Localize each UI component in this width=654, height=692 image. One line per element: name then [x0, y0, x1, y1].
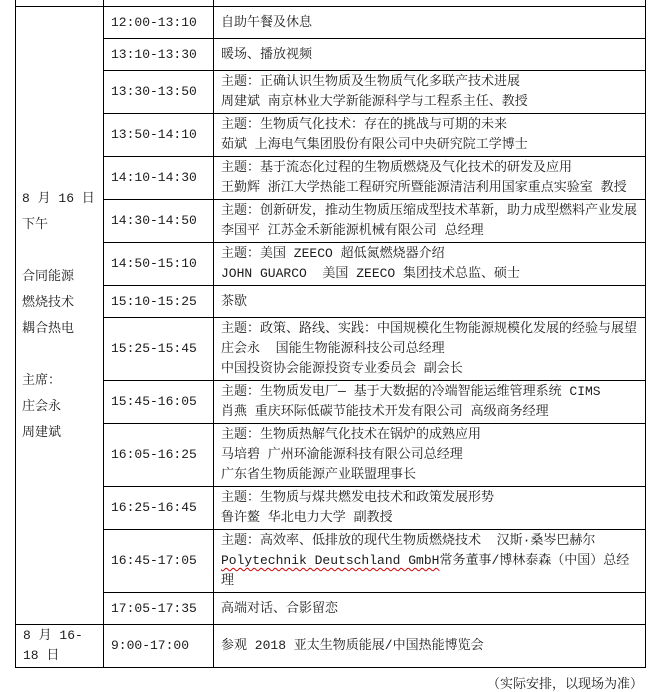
content-line: 广东省生物质能源产业联盟理事长 — [221, 467, 417, 482]
content-line: 主题：正确认识生物质及生物质气化多联产技术进展 — [221, 74, 521, 89]
content-line: 周建斌 南京林业大学新能源科学与工程系主任、教授 — [221, 94, 528, 109]
content-line: 参观 2018 亚太生物质能展/中国热能博览会 — [221, 638, 484, 653]
session-content-cell — [214, 625, 646, 668]
time-cell: 14:10-14:30 — [104, 157, 214, 200]
session-info-line: 下午 — [22, 216, 49, 232]
content-line: 王勤辉 浙江大学热能工程研究所暨能源清洁利用国家重点实验室 教授 — [221, 180, 627, 195]
session-content-cell — [214, 318, 646, 381]
time-cell: 13:10-13:30 — [104, 39, 214, 71]
session-info-line: 合同能源 — [22, 268, 75, 284]
time-cell: 9:00-17:00 — [104, 625, 214, 668]
session-content-cell — [214, 243, 646, 286]
content-line: 庄会永 国能生物能源科技公司总经理 — [221, 341, 445, 356]
session-info-line: 燃烧技术 — [22, 294, 75, 310]
session-content-cell — [214, 424, 646, 487]
schedule-row — [16, 381, 646, 424]
date-cell: 8 月 16-18 日 — [16, 625, 104, 668]
content-line: 鲁许鳌 华北电力大学 副教授 — [221, 510, 393, 525]
schedule-row — [16, 157, 646, 200]
session-info-group — [22, 186, 97, 238]
time-cell: 13:50-14:10 — [104, 114, 214, 157]
session-info-cell — [16, 7, 104, 625]
time-cell: 17:05-17:35 — [104, 593, 214, 625]
session-info-line: 8 月 16 日 — [22, 190, 95, 206]
content-line: 茹斌 上海电气集团股份有限公司中央研究院工学博士 — [221, 137, 528, 152]
time-cell: 16:25-16:45 — [104, 487, 214, 530]
session-content-cell — [214, 7, 646, 39]
content-line: 李国平 江苏金禾新能源机械有限公司 总经理 — [221, 223, 484, 238]
session-info-group — [22, 368, 97, 446]
content-line: 主题：基于流态化过程的生物质燃烧及气化技术的研发及应用 — [221, 160, 573, 175]
session-content-cell — [214, 114, 646, 157]
session-content-cell — [214, 487, 646, 530]
session-content-cell — [214, 593, 646, 625]
content-line: 主题：生物质气化技术：存在的挑战与可期的未来 — [221, 117, 508, 132]
schedule-table — [15, 0, 646, 668]
footer-note: （实际安排，以现场为准） — [486, 677, 643, 692]
schedule-row — [16, 114, 646, 157]
session-content-cell — [214, 381, 646, 424]
content-line-text: 常务董事/博林泰森（中国）总经理 — [221, 553, 630, 588]
schedule-row — [16, 71, 646, 114]
time-cell: 12:00-13:10 — [104, 7, 214, 39]
schedule-row — [16, 7, 646, 39]
session-info-line: 周建斌 — [22, 424, 62, 440]
schedule-row — [16, 318, 646, 381]
schedule-row — [16, 200, 646, 243]
content-line: 马培碧 广州环渝能源科技有限公司总经理 — [221, 447, 463, 462]
session-content-cell — [214, 39, 646, 71]
session-content-cell — [214, 286, 646, 318]
content-line: 主题：政策、路线、实践：中国规模化生物能源规模化发展的经验与展望 — [221, 321, 638, 336]
schedule-row — [16, 593, 646, 625]
time-cell: 13:30-13:50 — [104, 71, 214, 114]
content-line: 主题：生物质发电厂— 基于大数据的冷端智能运维管理系统 CIMS — [221, 384, 601, 399]
session-content-cell — [214, 71, 646, 114]
content-line: 肖燕 重庆环际低碳节能技术开发有限公司 高级商务经理 — [221, 404, 549, 419]
content-line: JOHN GUARCO 美国 ZEECO 集团技术总监、硕士 — [221, 266, 521, 281]
session-content-cell — [214, 200, 646, 243]
content-line: 主题：美国 ZEECO 超低氮燃烧器介绍 — [221, 246, 445, 261]
time-cell: 15:45-16:05 — [104, 381, 214, 424]
schedule-row — [16, 243, 646, 286]
content-line: 茶歇 — [221, 293, 248, 309]
schedule-row — [16, 530, 646, 593]
time-cell: 14:50-15:10 — [104, 243, 214, 286]
misspelled-text: Polytechnik Deutschland GmbH — [221, 553, 440, 568]
content-line: 中国投资协会能源投资专业委员会 副会长 — [221, 361, 463, 376]
content-line: 暖场、播放视频 — [221, 46, 313, 62]
content-line: 主题：生物质与煤共燃发电技术和政策发展形势 — [221, 490, 495, 505]
session-content-cell — [214, 530, 646, 593]
visit-row — [16, 625, 646, 668]
schedule-row — [16, 424, 646, 487]
time-cell: 16:05-16:25 — [104, 424, 214, 487]
session-info-line: 耦合热电 — [22, 320, 75, 336]
content-line: 高端对话、合影留恋 — [221, 600, 339, 616]
content-line: 主题：创新研发，推动生物质压缩成型技术革新，助力成型燃料产业发展 — [221, 203, 638, 218]
session-info-line: 主席： — [22, 372, 62, 388]
schedule-row — [16, 286, 646, 318]
content-line: 主题：生物质热解气化技术在锅炉的成熟应用 — [221, 427, 482, 442]
schedule-row — [16, 39, 646, 71]
content-line: 主题：高效率、低排放的现代生物质燃烧技术 汉斯·桑岑巴赫尔 — [221, 533, 596, 548]
time-cell: 16:45-17:05 — [104, 530, 214, 593]
time-cell: 14:30-14:50 — [104, 200, 214, 243]
session-info-group — [22, 264, 97, 342]
time-cell: 15:10-15:25 — [104, 286, 214, 318]
session-content-cell — [214, 157, 646, 200]
time-cell: 15:25-15:45 — [104, 318, 214, 381]
content-line: 自助午餐及休息 — [221, 14, 313, 30]
schedule-row — [16, 487, 646, 530]
content-line — [221, 551, 638, 591]
session-info-line: 庄会永 — [22, 398, 62, 414]
